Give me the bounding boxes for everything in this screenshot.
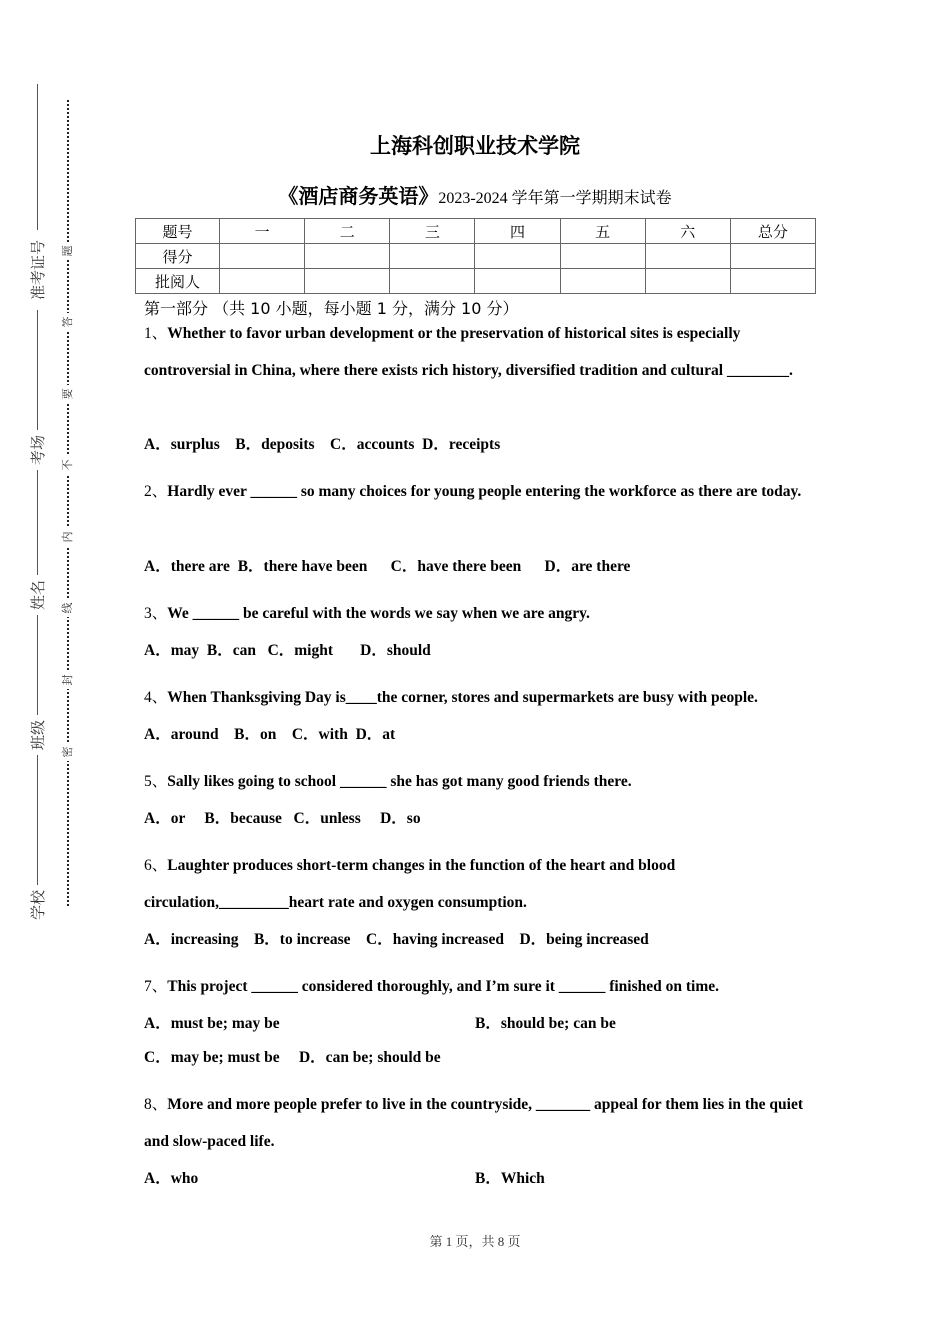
reviewer-row [136,269,816,294]
option-a: A．who [144,1170,199,1187]
question-7-options-cd: C．may be; must be D．can be; should be [144,1049,441,1066]
seal-dotted-line [67,100,69,906]
question-2 [144,473,814,510]
reviewer-cell[interactable] [645,269,730,294]
score-row [136,244,816,269]
course-name: 《酒店商务英语》 [278,184,439,208]
score-cell[interactable] [305,244,390,269]
question-4-options: A．around B．on C．with D．at [144,726,396,743]
reviewer-cell[interactable] [730,269,815,294]
name-label: 姓名 [18,575,58,615]
question-text: Sally likes going to school ______ she has got many good friends there. [167,773,632,790]
binding-solid-line [37,84,38,924]
question-text: Whether to favor urban development or the preservation of historical sites is especially controversial in China, where there exists rich history, diversified tradition and cultural ________. [144,325,793,379]
seal-char: 要 [59,385,77,403]
question-number: 5、 [144,773,168,790]
question-2-options: A．there are B．there have been C．have there been D．are there [144,558,631,575]
question-5 [144,763,814,800]
question-1 [144,315,814,389]
class-label: 班级 [18,715,58,755]
option-b: B．should be; can be [475,1015,616,1032]
table-cell: 四 [475,219,560,244]
question-8 [144,1086,814,1160]
table-cell: 三 [390,219,475,244]
exam-id-label: 准考证号 [18,230,58,310]
score-cell[interactable] [560,244,645,269]
table-cell: 六 [645,219,730,244]
question-3 [144,595,814,632]
question-text: We ______ be careful with the words we say when we are angry. [167,605,590,622]
question-text: Laughter produces short-term changes in the function of the heart and blood circulation,_________heart rate and oxygen consumption. [144,857,676,911]
table-cell: 总分 [730,219,815,244]
question-5-options: A．or B．because C．unless D．so [144,810,421,827]
seal-char: 不 [59,456,77,474]
score-cell[interactable] [645,244,730,269]
option-b: B．Which [475,1170,545,1187]
question-number: 6、 [144,857,168,874]
score-cell[interactable] [730,244,815,269]
score-cell[interactable] [220,244,305,269]
score-table [135,218,816,294]
table-cell: 二 [305,219,390,244]
question-number: 3、 [144,605,168,622]
question-number: 8、 [144,1096,168,1113]
option-a: A．must be; may be [144,1015,280,1032]
question-text: When Thanksgiving Day is____the corner, stores and supermarkets are busy with people. [167,689,758,706]
question-text: More and more people prefer to live in the countryside, _______ appeal for them lies in the quiet and slow-paced life. [144,1096,804,1150]
exam-term: 2023-2024 学年第一学期期末试卷 [438,190,672,207]
seal-char: 封 [59,671,77,689]
table-cell: 得分 [136,244,220,269]
question-4 [144,679,824,716]
seal-char: 内 [59,528,77,546]
question-number: 1、 [144,325,168,342]
question-number: 7、 [144,978,168,995]
school-title: 上海科创职业技术学院 [370,134,580,158]
page-number: 第 1 页，共 8 页 [429,1234,521,1249]
question-7 [144,968,814,1005]
reviewer-cell[interactable] [305,269,390,294]
question-number: 4、 [144,689,168,706]
exam-room-label: 考场 [18,430,58,470]
score-cell[interactable] [475,244,560,269]
question-number: 2、 [144,483,168,500]
table-cell: 批阅人 [136,269,220,294]
seal-char: 密 [59,743,77,761]
seal-char: 答 [59,313,77,331]
question-text: This project ______ considered thoroughly, and I’m sure it ______ finished on time. [167,978,719,995]
reviewer-cell[interactable] [220,269,305,294]
exam-title [0,180,950,209]
score-cell[interactable] [390,244,475,269]
seal-char: 线 [59,599,77,617]
question-6 [144,847,764,921]
table-cell: 一 [220,219,305,244]
score-table-header-row [136,219,816,244]
question-6-options: A．increasing B．to increase C．having increased D．being increased [144,931,649,948]
reviewer-cell[interactable] [390,269,475,294]
reviewer-cell[interactable] [560,269,645,294]
question-3-options: A．may B．can C．might D．should [144,642,431,659]
school-label: 学校 [18,885,58,925]
reviewer-cell[interactable] [475,269,560,294]
question-text: Hardly ever ______ so many choices for young people entering the workforce as there are today. [167,483,802,500]
seal-char: 题 [59,242,77,260]
table-cell: 题号 [136,219,220,244]
question-1-options: A．surplus B．deposits C．accounts D．receipts [144,436,501,453]
table-cell: 五 [560,219,645,244]
section-title: 第一部分 （共 10 小题，每小题 1 分，满分 10 分） [144,299,519,318]
